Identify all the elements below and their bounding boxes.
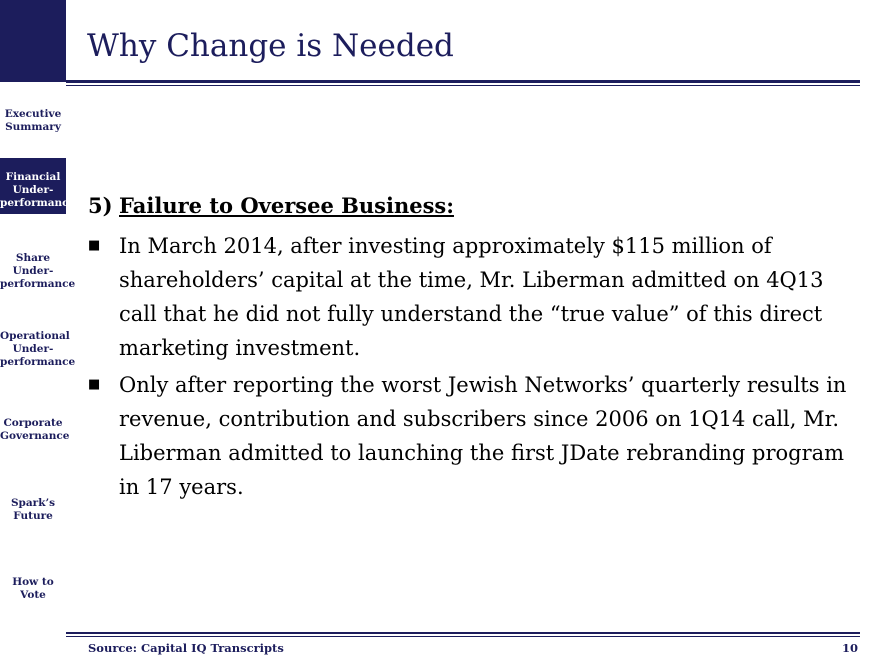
sidebar-item-financial-underperformance[interactable]: Financial Under- performance — [0, 158, 66, 214]
sidebar-item-corporate-governance[interactable]: Corporate Governance — [0, 417, 70, 442]
sidebar-item-executive-summary[interactable]: Executive Summary — [4, 108, 62, 133]
sidebar-nav — [0, 0, 76, 660]
bullet-text: Only after reporting the worst Jewish Networks’ quarterly results in revenue, contribution and subscribers since 2006 on 1Q14 call, Mr. Liberman admitted to launching the first JDate rebranding program in 17 years. — [119, 373, 847, 499]
section-heading-text: Failure to Oversee Business: — [119, 193, 454, 218]
section-number: 5) — [88, 193, 113, 218]
title-divider — [66, 80, 860, 86]
source-note: Source: Capital IQ Transcripts — [88, 641, 284, 655]
bullet-text: In March 2014, after investing approximately $115 million of shareholders’ capital at the time, Mr. Liberman admitted on 4Q13 call that he did not fully understand the “true value” of this direct marketing investment. — [119, 234, 824, 360]
footer-divider — [66, 632, 860, 637]
sidebar-item-how-to-vote[interactable]: How to Vote — [12, 576, 54, 601]
bullet-item — [88, 229, 858, 365]
sidebar-item-operational-underperformance[interactable]: Operational Under- performance — [0, 330, 76, 368]
page-title: Why Change is Needed — [87, 28, 454, 64]
sidebar-item-sparks-future[interactable]: Spark’s Future — [10, 497, 56, 522]
sidebar-item-share-underperformance[interactable]: Share Under- performance — [0, 252, 76, 290]
bullet-marker: ■ — [88, 238, 101, 253]
sidebar-top-block — [0, 0, 66, 82]
section-heading — [88, 193, 454, 218]
page-number: 10 — [841, 641, 858, 655]
bullet-item — [88, 368, 858, 504]
bullet-marker: ■ — [88, 377, 101, 392]
